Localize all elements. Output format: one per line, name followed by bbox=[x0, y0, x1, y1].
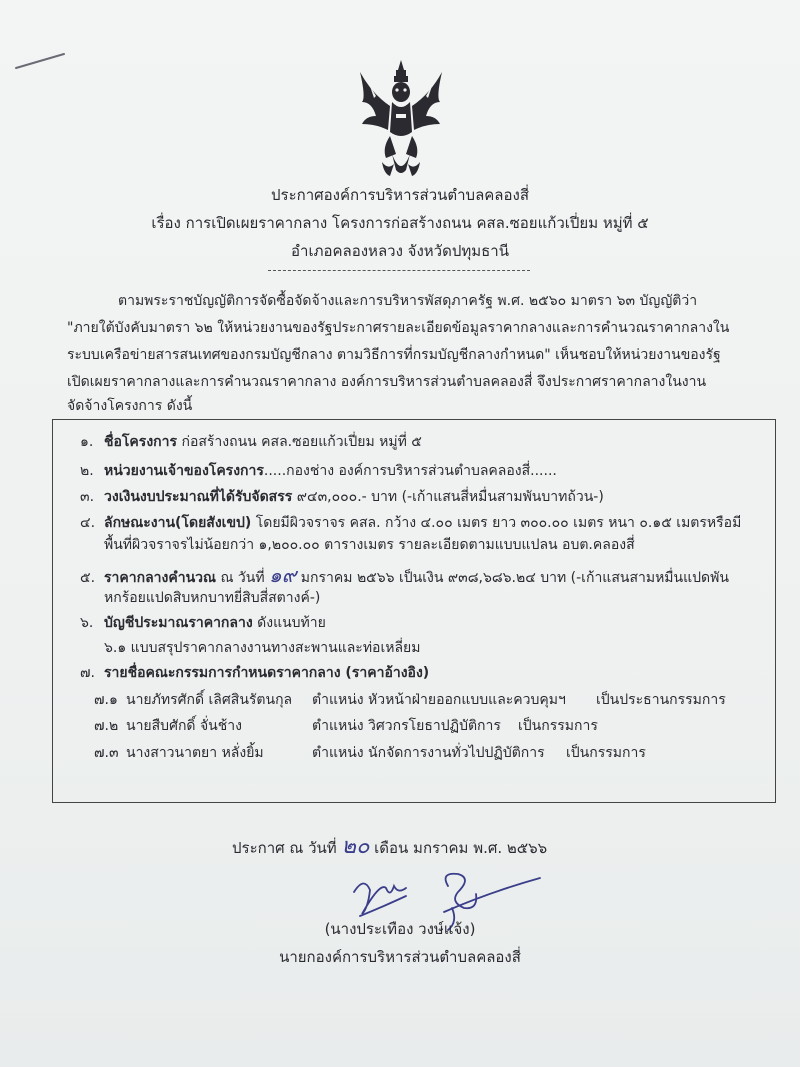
item-number: ๖. bbox=[80, 615, 94, 631]
item-value: โดยมีผิวจราจร คสล. กว้าง ๔.๐๐ เมตร ยาว ๓๐๐.๐๐ เมตร หนา ๐.๑๕ เมตรหรือมี bbox=[251, 515, 742, 531]
item-label: หน่วยงานเจ้าของโครงการ bbox=[104, 463, 264, 479]
item-value: มกราคม ๒๕๖๖ เป็นเงิน ๙๓๘,๖๘๖.๒๔ บาท (-เก้าแสนสามหมื่นแปดพัน bbox=[296, 570, 729, 586]
signer-position: นายกองค์การบริหารส่วนตำบลคลองสี่ bbox=[279, 948, 521, 966]
item-label: ราคากลางคำนวณ bbox=[104, 570, 217, 586]
item-committee bbox=[80, 663, 429, 683]
item-median-price bbox=[80, 565, 729, 588]
item-number: ๑. bbox=[80, 434, 94, 450]
committee-role: เป็นกรรมการ bbox=[518, 718, 598, 734]
item-estimate-sub: ๖.๑ แบบสรุปราคากลางงานทางสะพานและท่อเหลี่ยม bbox=[104, 640, 421, 656]
header-divider bbox=[268, 270, 530, 271]
intro-line-5: จัดจ้างโครงการ ดังนี้ bbox=[67, 398, 193, 414]
item-budget bbox=[80, 487, 604, 507]
handwritten-announce-day: ๒๐ bbox=[341, 834, 370, 859]
item-value: ก่อสร้างถนน คสล.ซอยแก้วเปี่ยม หมู่ที่ ๕ bbox=[177, 434, 422, 450]
item-work-description bbox=[80, 513, 741, 533]
item-label: ลักษณะงาน(โดยสังเขป) bbox=[104, 515, 252, 531]
item-owner-agency bbox=[80, 461, 557, 481]
item-number: ๒. bbox=[80, 463, 94, 479]
item-number: ๕. bbox=[80, 570, 96, 586]
signer-name: (นางประเทือง วงษ์แจ้ง) bbox=[324, 920, 476, 938]
item-number: ๔. bbox=[80, 515, 96, 531]
intro-line-2: "ภายใต้บังคับมาตรา ๖๒ ให้หน่วยงานของรัฐประกาศรายละเอียดข้อมูลราคากลางและการคำนวณราคากลางใน bbox=[67, 320, 730, 336]
item-estimate-list bbox=[80, 613, 326, 633]
item-label: ชื่อโครงการ bbox=[104, 434, 178, 450]
item-project-name bbox=[80, 432, 422, 452]
garuda-emblem-icon bbox=[352, 58, 450, 182]
item-value: .....กองช่าง องค์การบริหารส่วนตำบลคลองสี่...... bbox=[263, 463, 557, 479]
intro-line-3: ระบบเครือข่ายสารสนเทศของกรมบัญชีกลาง ตามวิธีการที่กรมบัญชีกลางกำหนด" เห็นชอบให้หน่วยงานของรัฐ bbox=[67, 347, 721, 363]
header-line-org: ประกาศองค์การบริหารส่วนตำบลคลองสี่ bbox=[271, 186, 529, 204]
committee-role: เป็นกรรมการ bbox=[566, 745, 646, 761]
pen-stroke-mark bbox=[14, 48, 74, 78]
committee-name: นายภัทรศักดิ์ เลิศสินรัตนกุล bbox=[126, 692, 293, 708]
header-line-subject: เรื่อง การเปิดเผยราคากลาง โครงการก่อสร้างถนน คสล.ซอยแก้วเปี่ยม หมู่ที่ ๕ bbox=[151, 214, 649, 232]
item-value: ๙๔๓,๐๐๐.- บาท (-เก้าแสนสี่หมื่นสามพันบาทถ้วน-) bbox=[292, 489, 604, 505]
committee-position: ตำแหน่ง หัวหน้าฝ่ายออกแบบและควบคุมฯ bbox=[312, 692, 566, 708]
announce-date bbox=[232, 834, 548, 859]
item-number: ๗. bbox=[80, 665, 95, 681]
committee-name: นายสืบศักดิ์ จั่นช้าง bbox=[126, 718, 242, 734]
header-line-location: อำเภอคลองหลวง จังหวัดปทุมธานี bbox=[291, 242, 509, 260]
committee-no: ๗.๓ bbox=[94, 745, 119, 761]
item-value: ดังแนบท้าย bbox=[252, 615, 326, 631]
handwritten-day: ๑๙ bbox=[269, 563, 297, 587]
item-value-pre: ณ วันที่ bbox=[216, 570, 270, 586]
committee-position: ตำแหน่ง วิศวกรโยธาปฏิบัติการ bbox=[312, 718, 501, 734]
intro-line-1: ตามพระราชบัญญัติการจัดซื้อจัดจ้างและการบริหารพัสดุภาครัฐ พ.ศ. ๒๕๖๐ มาตรา ๖๓ บัญญัติว่า bbox=[118, 293, 698, 309]
item-number: ๓. bbox=[80, 489, 95, 505]
item-median-price-cont: หกร้อยแปดสิบหกบาทยี่สิบสี่สตางค์-) bbox=[104, 590, 321, 606]
announce-post: เดือน มกราคม พ.ศ. ๒๕๖๖ bbox=[369, 839, 548, 857]
item-label: วงเงินงบประมาณที่ได้รับจัดสรร bbox=[104, 489, 293, 505]
announce-pre: ประกาศ ณ วันที่ bbox=[232, 839, 342, 857]
item-work-description-cont: พื้นที่ผิวจราจรไม่น้อยกว่า ๑,๒๐๐.๐๐ ตารางเมตร รายละเอียดตามแบบแปลน อบต.คลองสี่ bbox=[104, 537, 635, 553]
item-label: รายชื่อคณะกรรมการกำหนดราคากลาง (ราคาอ้างอิง) bbox=[104, 665, 430, 681]
committee-name: นางสาวนาตยา หลั่งยิ้ม bbox=[126, 745, 264, 761]
committee-no: ๗.๒ bbox=[94, 718, 119, 734]
committee-no: ๗.๑ bbox=[94, 692, 118, 708]
committee-role: เป็นประธานกรรมการ bbox=[596, 692, 726, 708]
intro-line-4: เปิดเผยราคากลางและการคำนวณราคากลาง องค์การบริหารส่วนตำบลคลองสี่ จึงประกาศราคากลางในงาน bbox=[67, 374, 707, 390]
item-label: บัญชีประมาณราคากลาง bbox=[104, 615, 253, 631]
committee-position: ตำแหน่ง นักจัดการงานทั่วไปปฏิบัติการ bbox=[312, 745, 545, 761]
